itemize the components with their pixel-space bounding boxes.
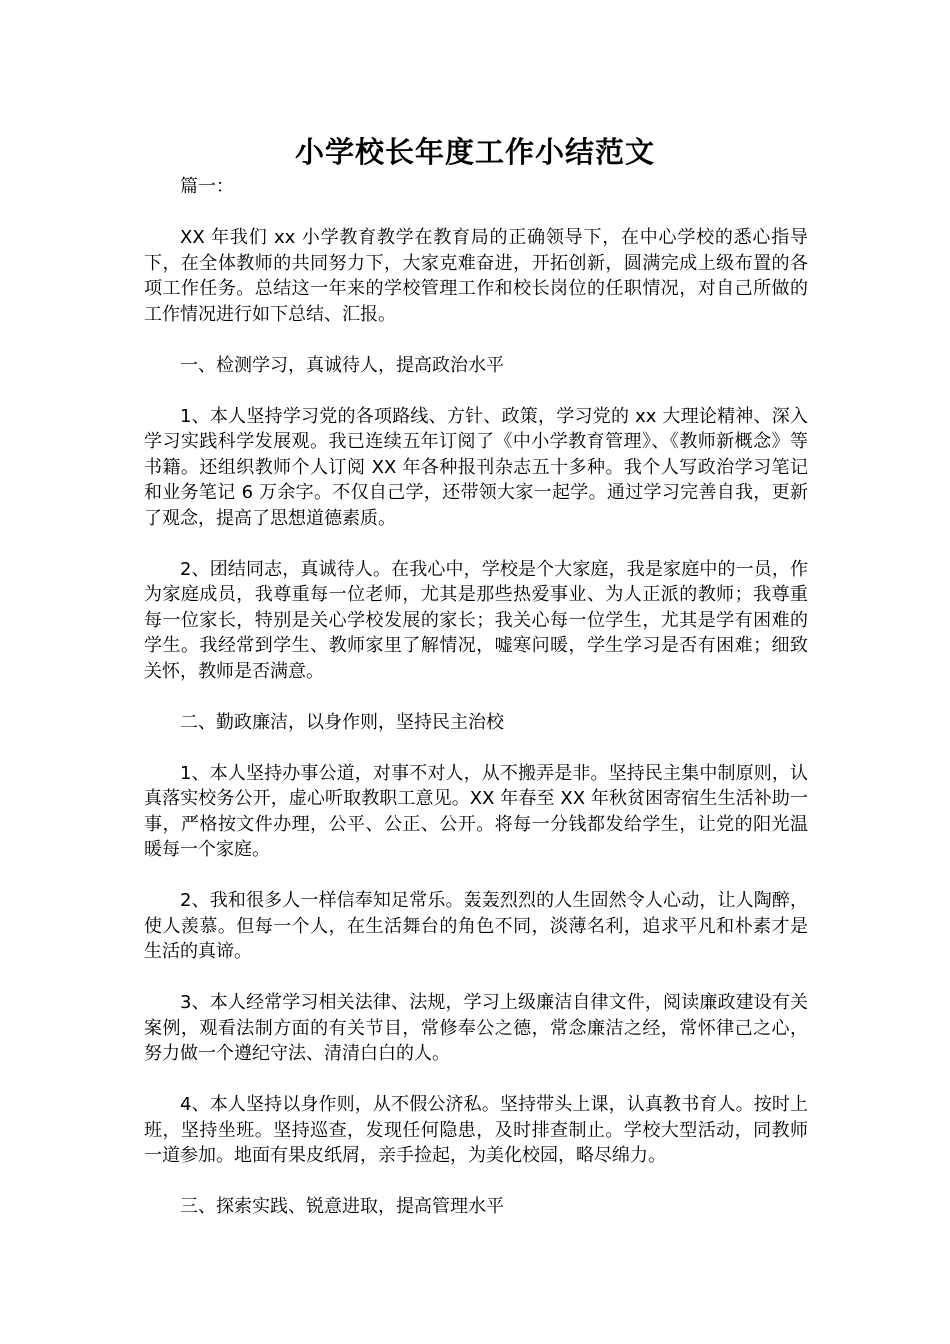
document-title: 小学校长年度工作小结范文 — [294, 135, 655, 169]
paragraph-2-3: 3、本人经常学习相关法律、法规，学习上级廉洁自律文件，阅读廉政建设有关案例，观看法制方面的有关节目，常修奉公之德，常念廉洁之经，常怀律己之心，努力做一个遵纪守法、清清白白的人。 — [144, 992, 808, 1064]
paragraph-2-4: 4、本人坚持以身作则，从不假公济私。坚持带头上课，认真教书育人。按时上班，坚持坐班。坚持巡查，发现任何隐患，及时排查制止。学校大型活动，同教师一道参加。地面有果皮纸屑，亲手捡起，为美化校园，略尽绵力。 — [144, 1094, 808, 1166]
intro-paragraph: XX 年我们 xx 小学教育教学在教育局的正确领导下，在中心学校的悉心指导下，在全体教师的共同努力下，大家克难奋进，开拓创新，圆满完成上级布置的各项工作任务。总结这一年来的学校管理工作和校长岗位的任职情况，对自己所做的工作情况进行如下总结、汇报。 — [144, 227, 808, 325]
section-heading-1: 一、检测学习，真诚待人，提高政治水平 — [180, 354, 504, 376]
paragraph-2-1: 1、本人坚持办事公道，对事不对人，从不搬弄是非。坚持民主集中制原则，认真落实校务公开，虚心听取教职工意见。XX 年春至 XX 年秋贫困寄宿生生活补助一事，严格按文件办理，公平、公正、公开。将每一分钱都发给学生，让党的阳光温暖每一个家庭。 — [144, 762, 808, 860]
section-heading-2: 二、勤政廉洁，以身作则，坚持民主治校 — [180, 711, 504, 733]
paragraph-2-2: 2、我和很多人一样信奉知足常乐。轰轰烈烈的人生固然令人心动，让人陶醉，使人羡慕。但每一个人，在生活舞台的角色不同，淡薄名利，追求平凡和朴素才是生活的真谛。 — [144, 890, 808, 962]
section-label: 篇一： — [180, 176, 234, 197]
paragraph-1-2: 2、团结同志，真诚待人。在我心中，学校是个大家庭，我是家庭中的一员，作为家庭成员，我尊重每一位老师，尤其是那些热爱事业、为人正派的教师；我尊重每一位家长，特别是关心学校发展的家长；我关心每一位学生，尤其是学有困难的学生。我经常到学生、教师家里了解情况，嘘寒问暖，学生学习是否有困难；细致关怀，教师是否满意。 — [144, 558, 808, 682]
section-heading-3: 三、探索实践、锐意进取，提高管理水平 — [180, 1196, 504, 1217]
document-body — [144, 174, 808, 1220]
paragraph-1-1: 1、本人坚持学习党的各项路线、方针、政策，学习党的 xx 大理论精神、深入学习实践科学发展观。我已连续五年订阅了《中小学教育管理》、《教师新概念》等书籍。还组织教师个人订阅 XX 年各种报刊杂志五十多种。我个人写政治学习笔记和业务笔记 6 万余字。不仅自己学，还带领大家一起学。通过学习完善自我，更新了观念，提高了思想道德素质。 — [144, 405, 808, 529]
